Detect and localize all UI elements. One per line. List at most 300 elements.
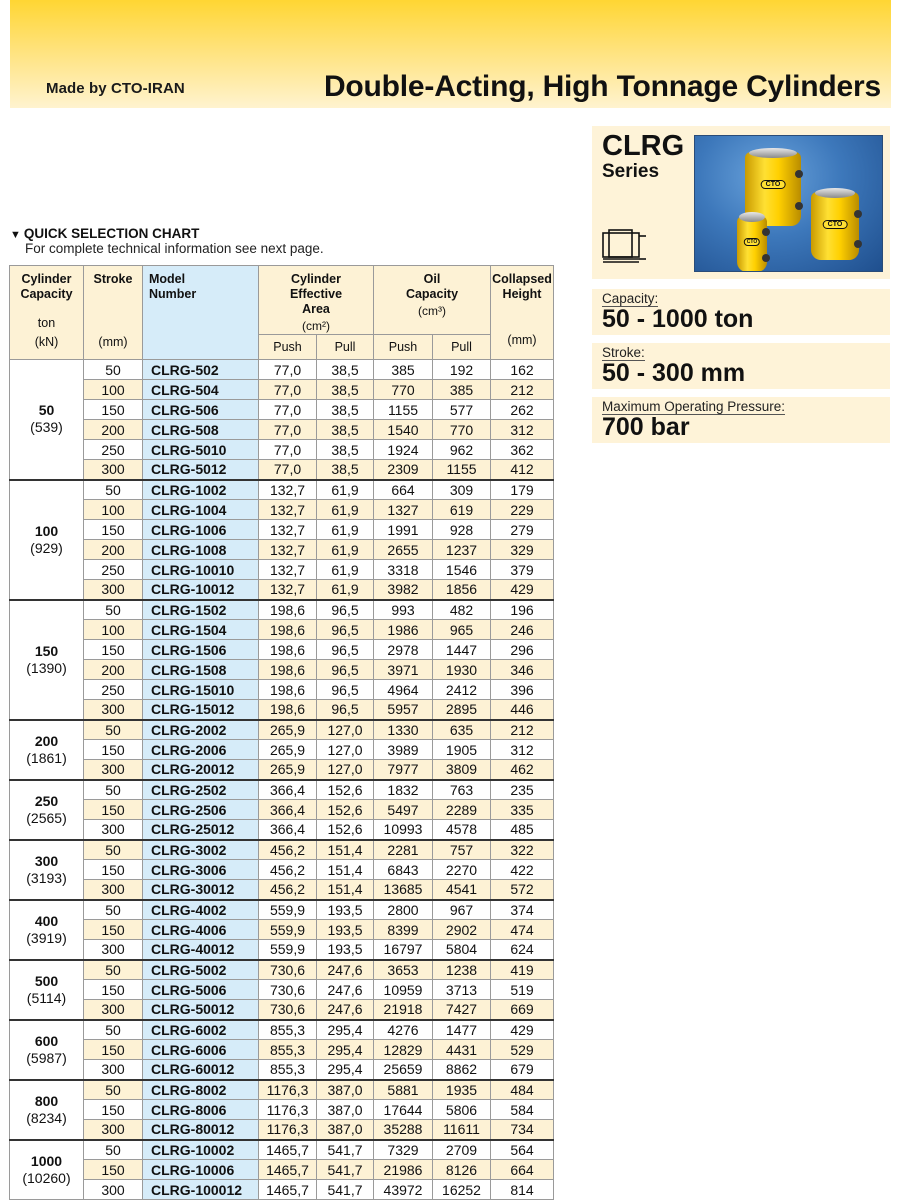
cell-area-push: 456,2 bbox=[259, 840, 317, 860]
capacity-unit-ton: ton bbox=[37, 316, 56, 330]
stroke-header-text: Stroke bbox=[93, 272, 133, 286]
cell-stroke: 50 bbox=[84, 480, 143, 500]
col-header-area-push: Push bbox=[259, 335, 317, 360]
col-header-collapsed-height bbox=[491, 266, 554, 360]
table-row bbox=[10, 880, 554, 900]
cell-oil-push: 3989 bbox=[374, 740, 433, 760]
cell-area-pull: 96,5 bbox=[317, 640, 374, 660]
cell-oil-push: 664 bbox=[374, 480, 433, 500]
cell-oil-push: 993 bbox=[374, 600, 433, 620]
cell-height: 564 bbox=[491, 1140, 554, 1160]
table-row bbox=[10, 1180, 554, 1200]
spec-label: Capacity: bbox=[602, 291, 659, 306]
table-row bbox=[10, 500, 554, 520]
cell-stroke: 150 bbox=[84, 740, 143, 760]
cell-model: CLRG-5006 bbox=[143, 980, 259, 1000]
table-row bbox=[10, 1100, 554, 1120]
cell-oil-pull: 11611 bbox=[433, 1120, 491, 1140]
cell-stroke: 50 bbox=[84, 1020, 143, 1040]
cell-stroke: 300 bbox=[84, 460, 143, 480]
col-header-oil-capacity bbox=[374, 266, 491, 335]
cell-height: 196 bbox=[491, 600, 554, 620]
cell-area-pull: 38,5 bbox=[317, 380, 374, 400]
cell-oil-pull: 7427 bbox=[433, 1000, 491, 1020]
table-row bbox=[10, 580, 554, 600]
cell-height: 329 bbox=[491, 540, 554, 560]
capacity-cell bbox=[10, 840, 84, 900]
cell-stroke: 200 bbox=[84, 420, 143, 440]
cell-model: CLRG-6006 bbox=[143, 1040, 259, 1060]
cell-area-push: 265,9 bbox=[259, 720, 317, 740]
table-row bbox=[10, 960, 554, 980]
cell-model: CLRG-80012 bbox=[143, 1120, 259, 1140]
cell-height: 312 bbox=[491, 420, 554, 440]
cell-height: 229 bbox=[491, 500, 554, 520]
model-header-text: Model Number bbox=[149, 272, 197, 301]
cell-stroke: 300 bbox=[84, 700, 143, 720]
cylinder-outline-icon bbox=[601, 228, 651, 264]
table-body bbox=[10, 360, 554, 1200]
capacity-kn: (1390) bbox=[26, 659, 67, 676]
cell-oil-push: 1330 bbox=[374, 720, 433, 740]
cell-area-pull: 38,5 bbox=[317, 360, 374, 380]
cell-model: CLRG-5010 bbox=[143, 440, 259, 460]
cell-oil-push: 3318 bbox=[374, 560, 433, 580]
cell-stroke: 300 bbox=[84, 1120, 143, 1140]
cell-model: CLRG-1004 bbox=[143, 500, 259, 520]
cell-oil-pull: 482 bbox=[433, 600, 491, 620]
table-row bbox=[10, 640, 554, 660]
cell-model: CLRG-506 bbox=[143, 400, 259, 420]
cell-model: CLRG-1504 bbox=[143, 620, 259, 640]
cell-oil-pull: 3713 bbox=[433, 980, 491, 1000]
cell-area-push: 366,4 bbox=[259, 800, 317, 820]
cell-model: CLRG-502 bbox=[143, 360, 259, 380]
capacity-cell bbox=[10, 1020, 84, 1080]
cell-oil-pull: 4578 bbox=[433, 820, 491, 840]
cell-height: 374 bbox=[491, 900, 554, 920]
table-row bbox=[10, 560, 554, 580]
col-header-effective-area bbox=[259, 266, 374, 335]
cell-area-pull: 193,5 bbox=[317, 940, 374, 960]
cell-area-pull: 96,5 bbox=[317, 660, 374, 680]
cell-oil-push: 43972 bbox=[374, 1180, 433, 1200]
cell-height: 679 bbox=[491, 1060, 554, 1080]
cell-area-pull: 61,9 bbox=[317, 500, 374, 520]
cell-model: CLRG-2002 bbox=[143, 720, 259, 740]
cell-model: CLRG-60012 bbox=[143, 1060, 259, 1080]
cell-stroke: 100 bbox=[84, 500, 143, 520]
cell-stroke: 300 bbox=[84, 1060, 143, 1080]
col-header-stroke bbox=[84, 266, 143, 360]
cell-stroke: 100 bbox=[84, 380, 143, 400]
cell-stroke: 50 bbox=[84, 1080, 143, 1100]
cto-logo-small: CTO bbox=[744, 238, 760, 246]
cell-model: CLRG-1002 bbox=[143, 480, 259, 500]
cell-oil-push: 3653 bbox=[374, 960, 433, 980]
table-row bbox=[10, 520, 554, 540]
cell-area-push: 132,7 bbox=[259, 480, 317, 500]
cell-oil-pull: 3809 bbox=[433, 760, 491, 780]
cell-oil-push: 2655 bbox=[374, 540, 433, 560]
table-row bbox=[10, 900, 554, 920]
table-row bbox=[10, 1060, 554, 1080]
cell-oil-push: 4964 bbox=[374, 680, 433, 700]
cell-area-pull: 61,9 bbox=[317, 520, 374, 540]
spec-value: 700 bar bbox=[602, 413, 690, 441]
cell-area-push: 1176,3 bbox=[259, 1120, 317, 1140]
cell-stroke: 50 bbox=[84, 360, 143, 380]
cell-area-push: 77,0 bbox=[259, 420, 317, 440]
cell-area-pull: 151,4 bbox=[317, 880, 374, 900]
cell-area-push: 265,9 bbox=[259, 760, 317, 780]
table-row bbox=[10, 840, 554, 860]
cell-area-push: 1465,7 bbox=[259, 1160, 317, 1180]
cell-area-pull: 541,7 bbox=[317, 1160, 374, 1180]
cell-stroke: 250 bbox=[84, 440, 143, 460]
cell-area-pull: 61,9 bbox=[317, 480, 374, 500]
area-unit: (cm²) bbox=[302, 319, 330, 333]
cell-height: 179 bbox=[491, 480, 554, 500]
oil-unit: (cm³) bbox=[418, 304, 446, 318]
page-title: Double-Acting, High Tonnage Cylinders bbox=[323, 70, 881, 103]
cell-height: 362 bbox=[491, 440, 554, 460]
cell-oil-push: 770 bbox=[374, 380, 433, 400]
cell-area-push: 1465,7 bbox=[259, 1140, 317, 1160]
table-row bbox=[10, 1120, 554, 1140]
series-panel bbox=[592, 126, 890, 279]
cell-stroke: 300 bbox=[84, 1180, 143, 1200]
cell-area-pull: 151,4 bbox=[317, 840, 374, 860]
cell-model: CLRG-2006 bbox=[143, 740, 259, 760]
cell-oil-push: 1986 bbox=[374, 620, 433, 640]
cell-oil-pull: 309 bbox=[433, 480, 491, 500]
table-row bbox=[10, 480, 554, 500]
cell-oil-pull: 5806 bbox=[433, 1100, 491, 1120]
cell-area-pull: 387,0 bbox=[317, 1080, 374, 1100]
cell-area-pull: 127,0 bbox=[317, 760, 374, 780]
col-header-model bbox=[143, 266, 259, 360]
cell-area-pull: 127,0 bbox=[317, 740, 374, 760]
cell-area-push: 77,0 bbox=[259, 400, 317, 420]
cell-area-push: 132,7 bbox=[259, 500, 317, 520]
cell-oil-pull: 635 bbox=[433, 720, 491, 740]
cell-area-pull: 61,9 bbox=[317, 540, 374, 560]
cell-oil-push: 21986 bbox=[374, 1160, 433, 1180]
cell-height: 572 bbox=[491, 880, 554, 900]
cell-oil-pull: 1930 bbox=[433, 660, 491, 680]
cell-oil-pull: 4541 bbox=[433, 880, 491, 900]
cell-area-push: 198,6 bbox=[259, 660, 317, 680]
cell-height: 734 bbox=[491, 1120, 554, 1140]
cto-logo-medium: CTO bbox=[823, 220, 848, 229]
cell-oil-pull: 1905 bbox=[433, 740, 491, 760]
cell-height: 279 bbox=[491, 520, 554, 540]
spec-label: Maximum Operating Pressure: bbox=[602, 399, 786, 414]
cell-oil-push: 1540 bbox=[374, 420, 433, 440]
cell-oil-pull: 1238 bbox=[433, 960, 491, 980]
capacity-cell bbox=[10, 720, 84, 780]
cell-model: CLRG-10006 bbox=[143, 1160, 259, 1180]
col-header-area-pull: Pull bbox=[317, 335, 374, 360]
cell-oil-pull: 2270 bbox=[433, 860, 491, 880]
cell-area-push: 198,6 bbox=[259, 640, 317, 660]
table-row bbox=[10, 820, 554, 840]
cell-stroke: 50 bbox=[84, 600, 143, 620]
cell-model: CLRG-4006 bbox=[143, 920, 259, 940]
cell-model: CLRG-25012 bbox=[143, 820, 259, 840]
table-row bbox=[10, 800, 554, 820]
cell-height: 429 bbox=[491, 1020, 554, 1040]
cell-oil-pull: 1935 bbox=[433, 1080, 491, 1100]
stroke-unit: (mm) bbox=[98, 335, 128, 349]
capacity-ton: 600 bbox=[34, 1032, 59, 1049]
cell-area-push: 456,2 bbox=[259, 880, 317, 900]
cell-area-pull: 295,4 bbox=[317, 1040, 374, 1060]
capacity-ton: 150 bbox=[34, 642, 59, 659]
cell-area-pull: 38,5 bbox=[317, 400, 374, 420]
cell-stroke: 150 bbox=[84, 400, 143, 420]
cell-height: 346 bbox=[491, 660, 554, 680]
cell-area-push: 198,6 bbox=[259, 620, 317, 640]
cell-oil-push: 2281 bbox=[374, 840, 433, 860]
capacity-unit-kn: (kN) bbox=[34, 335, 59, 349]
cell-stroke: 150 bbox=[84, 860, 143, 880]
cell-stroke: 50 bbox=[84, 960, 143, 980]
capacity-cell bbox=[10, 480, 84, 600]
area-header-text: Cylinder Effective Area bbox=[289, 272, 343, 316]
cell-height: 474 bbox=[491, 920, 554, 940]
table-row bbox=[10, 720, 554, 740]
cell-oil-pull: 16252 bbox=[433, 1180, 491, 1200]
table-row bbox=[10, 920, 554, 940]
cell-oil-pull: 8862 bbox=[433, 1060, 491, 1080]
cell-oil-push: 1832 bbox=[374, 780, 433, 800]
capacity-kn: (3193) bbox=[26, 869, 67, 886]
capacity-kn: (929) bbox=[30, 539, 63, 556]
cell-oil-push: 16797 bbox=[374, 940, 433, 960]
cell-area-push: 1176,3 bbox=[259, 1080, 317, 1100]
cell-height: 246 bbox=[491, 620, 554, 640]
capacity-ton: 300 bbox=[34, 852, 59, 869]
cell-area-pull: 295,4 bbox=[317, 1060, 374, 1080]
cell-area-pull: 193,5 bbox=[317, 900, 374, 920]
cell-height: 446 bbox=[491, 700, 554, 720]
cell-oil-pull: 2902 bbox=[433, 920, 491, 940]
cell-oil-push: 5881 bbox=[374, 1080, 433, 1100]
cell-area-push: 77,0 bbox=[259, 460, 317, 480]
cell-stroke: 150 bbox=[84, 800, 143, 820]
cell-area-push: 456,2 bbox=[259, 860, 317, 880]
capacity-ton: 200 bbox=[34, 732, 59, 749]
table-row bbox=[10, 1160, 554, 1180]
cell-model: CLRG-20012 bbox=[143, 760, 259, 780]
cell-stroke: 100 bbox=[84, 620, 143, 640]
cell-oil-push: 12829 bbox=[374, 1040, 433, 1060]
cell-stroke: 150 bbox=[84, 1040, 143, 1060]
cell-area-push: 855,3 bbox=[259, 1020, 317, 1040]
table-row bbox=[10, 400, 554, 420]
table-row bbox=[10, 440, 554, 460]
cell-model: CLRG-8002 bbox=[143, 1080, 259, 1100]
cell-oil-pull: 1237 bbox=[433, 540, 491, 560]
cylinder-small-image bbox=[737, 216, 767, 272]
cell-height: 262 bbox=[491, 400, 554, 420]
cell-model: CLRG-100012 bbox=[143, 1180, 259, 1200]
cell-model: CLRG-8006 bbox=[143, 1100, 259, 1120]
cell-height: 296 bbox=[491, 640, 554, 660]
cell-stroke: 300 bbox=[84, 820, 143, 840]
cell-oil-pull: 1477 bbox=[433, 1020, 491, 1040]
table-row bbox=[10, 680, 554, 700]
collapsed-unit: (mm) bbox=[507, 333, 537, 347]
cell-oil-pull: 1856 bbox=[433, 580, 491, 600]
spec-label: Stroke: bbox=[602, 345, 645, 360]
cell-area-push: 366,4 bbox=[259, 780, 317, 800]
cell-height: 419 bbox=[491, 960, 554, 980]
table-row bbox=[10, 360, 554, 380]
table-row bbox=[10, 1080, 554, 1100]
cell-area-push: 559,9 bbox=[259, 920, 317, 940]
cell-oil-pull: 5804 bbox=[433, 940, 491, 960]
cell-height: 485 bbox=[491, 820, 554, 840]
spec-stroke bbox=[592, 343, 890, 389]
cell-oil-push: 7329 bbox=[374, 1140, 433, 1160]
cell-height: 519 bbox=[491, 980, 554, 1000]
cell-area-push: 132,7 bbox=[259, 520, 317, 540]
table-row bbox=[10, 860, 554, 880]
cell-oil-push: 13685 bbox=[374, 880, 433, 900]
cell-oil-push: 5957 bbox=[374, 700, 433, 720]
cell-stroke: 150 bbox=[84, 520, 143, 540]
series-sub: Series bbox=[602, 161, 660, 182]
cell-stroke: 50 bbox=[84, 720, 143, 740]
cell-stroke: 250 bbox=[84, 560, 143, 580]
cell-oil-pull: 967 bbox=[433, 900, 491, 920]
spec-capacity bbox=[592, 289, 890, 335]
table-row bbox=[10, 1040, 554, 1060]
capacity-header-text: Cylinder Capacity bbox=[20, 272, 73, 301]
capacity-cell bbox=[10, 600, 84, 720]
cell-height: 429 bbox=[491, 580, 554, 600]
cell-area-pull: 96,5 bbox=[317, 700, 374, 720]
cell-oil-push: 4276 bbox=[374, 1020, 433, 1040]
cell-area-pull: 152,6 bbox=[317, 780, 374, 800]
table-header bbox=[10, 266, 554, 360]
cell-area-push: 132,7 bbox=[259, 540, 317, 560]
cell-oil-push: 25659 bbox=[374, 1060, 433, 1080]
cell-oil-pull: 928 bbox=[433, 520, 491, 540]
cell-oil-push: 385 bbox=[374, 360, 433, 380]
cell-model: CLRG-1506 bbox=[143, 640, 259, 660]
table-row bbox=[10, 1000, 554, 1020]
series-name: CLRG bbox=[602, 130, 685, 162]
cell-height: 484 bbox=[491, 1080, 554, 1100]
col-header-oil-pull: Pull bbox=[433, 335, 491, 360]
cell-model: CLRG-504 bbox=[143, 380, 259, 400]
cell-oil-pull: 619 bbox=[433, 500, 491, 520]
cell-oil-push: 7977 bbox=[374, 760, 433, 780]
cell-model: CLRG-5012 bbox=[143, 460, 259, 480]
cell-stroke: 150 bbox=[84, 640, 143, 660]
cell-oil-pull: 385 bbox=[433, 380, 491, 400]
capacity-kn: (2565) bbox=[26, 809, 67, 826]
spec-value: 50 - 300 mm bbox=[602, 359, 746, 387]
cell-oil-pull: 965 bbox=[433, 620, 491, 640]
capacity-cell bbox=[10, 900, 84, 960]
table-row bbox=[10, 380, 554, 400]
cell-stroke: 300 bbox=[84, 940, 143, 960]
cell-model: CLRG-4002 bbox=[143, 900, 259, 920]
capacity-ton: 250 bbox=[34, 792, 59, 809]
product-photo bbox=[694, 135, 883, 272]
cell-height: 462 bbox=[491, 760, 554, 780]
cell-area-push: 559,9 bbox=[259, 900, 317, 920]
cylinder-medium-image bbox=[811, 192, 859, 260]
table-row bbox=[10, 620, 554, 640]
cell-area-push: 366,4 bbox=[259, 820, 317, 840]
table-row bbox=[10, 940, 554, 960]
cell-oil-push: 8399 bbox=[374, 920, 433, 940]
cell-height: 212 bbox=[491, 720, 554, 740]
cell-model: CLRG-1008 bbox=[143, 540, 259, 560]
cell-model: CLRG-10012 bbox=[143, 580, 259, 600]
cell-oil-pull: 192 bbox=[433, 360, 491, 380]
cell-oil-pull: 770 bbox=[433, 420, 491, 440]
cell-height: 624 bbox=[491, 940, 554, 960]
cell-area-pull: 152,6 bbox=[317, 820, 374, 840]
cell-area-pull: 387,0 bbox=[317, 1120, 374, 1140]
cell-area-pull: 127,0 bbox=[317, 720, 374, 740]
cell-height: 422 bbox=[491, 860, 554, 880]
cell-area-pull: 38,5 bbox=[317, 460, 374, 480]
cell-area-push: 77,0 bbox=[259, 360, 317, 380]
cell-stroke: 150 bbox=[84, 1100, 143, 1120]
cell-oil-pull: 577 bbox=[433, 400, 491, 420]
cell-area-pull: 61,9 bbox=[317, 580, 374, 600]
capacity-kn: (3919) bbox=[26, 929, 67, 946]
table-row bbox=[10, 740, 554, 760]
cell-stroke: 200 bbox=[84, 540, 143, 560]
cell-stroke: 150 bbox=[84, 1160, 143, 1180]
cell-height: 235 bbox=[491, 780, 554, 800]
cell-area-pull: 247,6 bbox=[317, 980, 374, 1000]
capacity-cell bbox=[10, 1080, 84, 1140]
cell-area-pull: 247,6 bbox=[317, 1000, 374, 1020]
quick-selection-subtitle: For complete technical information see next page. bbox=[25, 241, 324, 256]
cell-model: CLRG-1006 bbox=[143, 520, 259, 540]
cell-stroke: 150 bbox=[84, 980, 143, 1000]
cell-model: CLRG-30012 bbox=[143, 880, 259, 900]
cell-stroke: 50 bbox=[84, 1140, 143, 1160]
col-header-oil-push: Push bbox=[374, 335, 433, 360]
cell-oil-push: 2800 bbox=[374, 900, 433, 920]
cell-area-push: 198,6 bbox=[259, 600, 317, 620]
cell-area-pull: 152,6 bbox=[317, 800, 374, 820]
cell-area-push: 730,6 bbox=[259, 1000, 317, 1020]
cell-oil-push: 10993 bbox=[374, 820, 433, 840]
cell-model: CLRG-15010 bbox=[143, 680, 259, 700]
cell-area-pull: 541,7 bbox=[317, 1180, 374, 1200]
cell-oil-pull: 2289 bbox=[433, 800, 491, 820]
cell-height: 212 bbox=[491, 380, 554, 400]
cell-height: 584 bbox=[491, 1100, 554, 1120]
table-row bbox=[10, 600, 554, 620]
cell-area-pull: 38,5 bbox=[317, 420, 374, 440]
cto-logo: CTO bbox=[761, 180, 786, 189]
cell-stroke: 300 bbox=[84, 1000, 143, 1020]
table-row bbox=[10, 760, 554, 780]
